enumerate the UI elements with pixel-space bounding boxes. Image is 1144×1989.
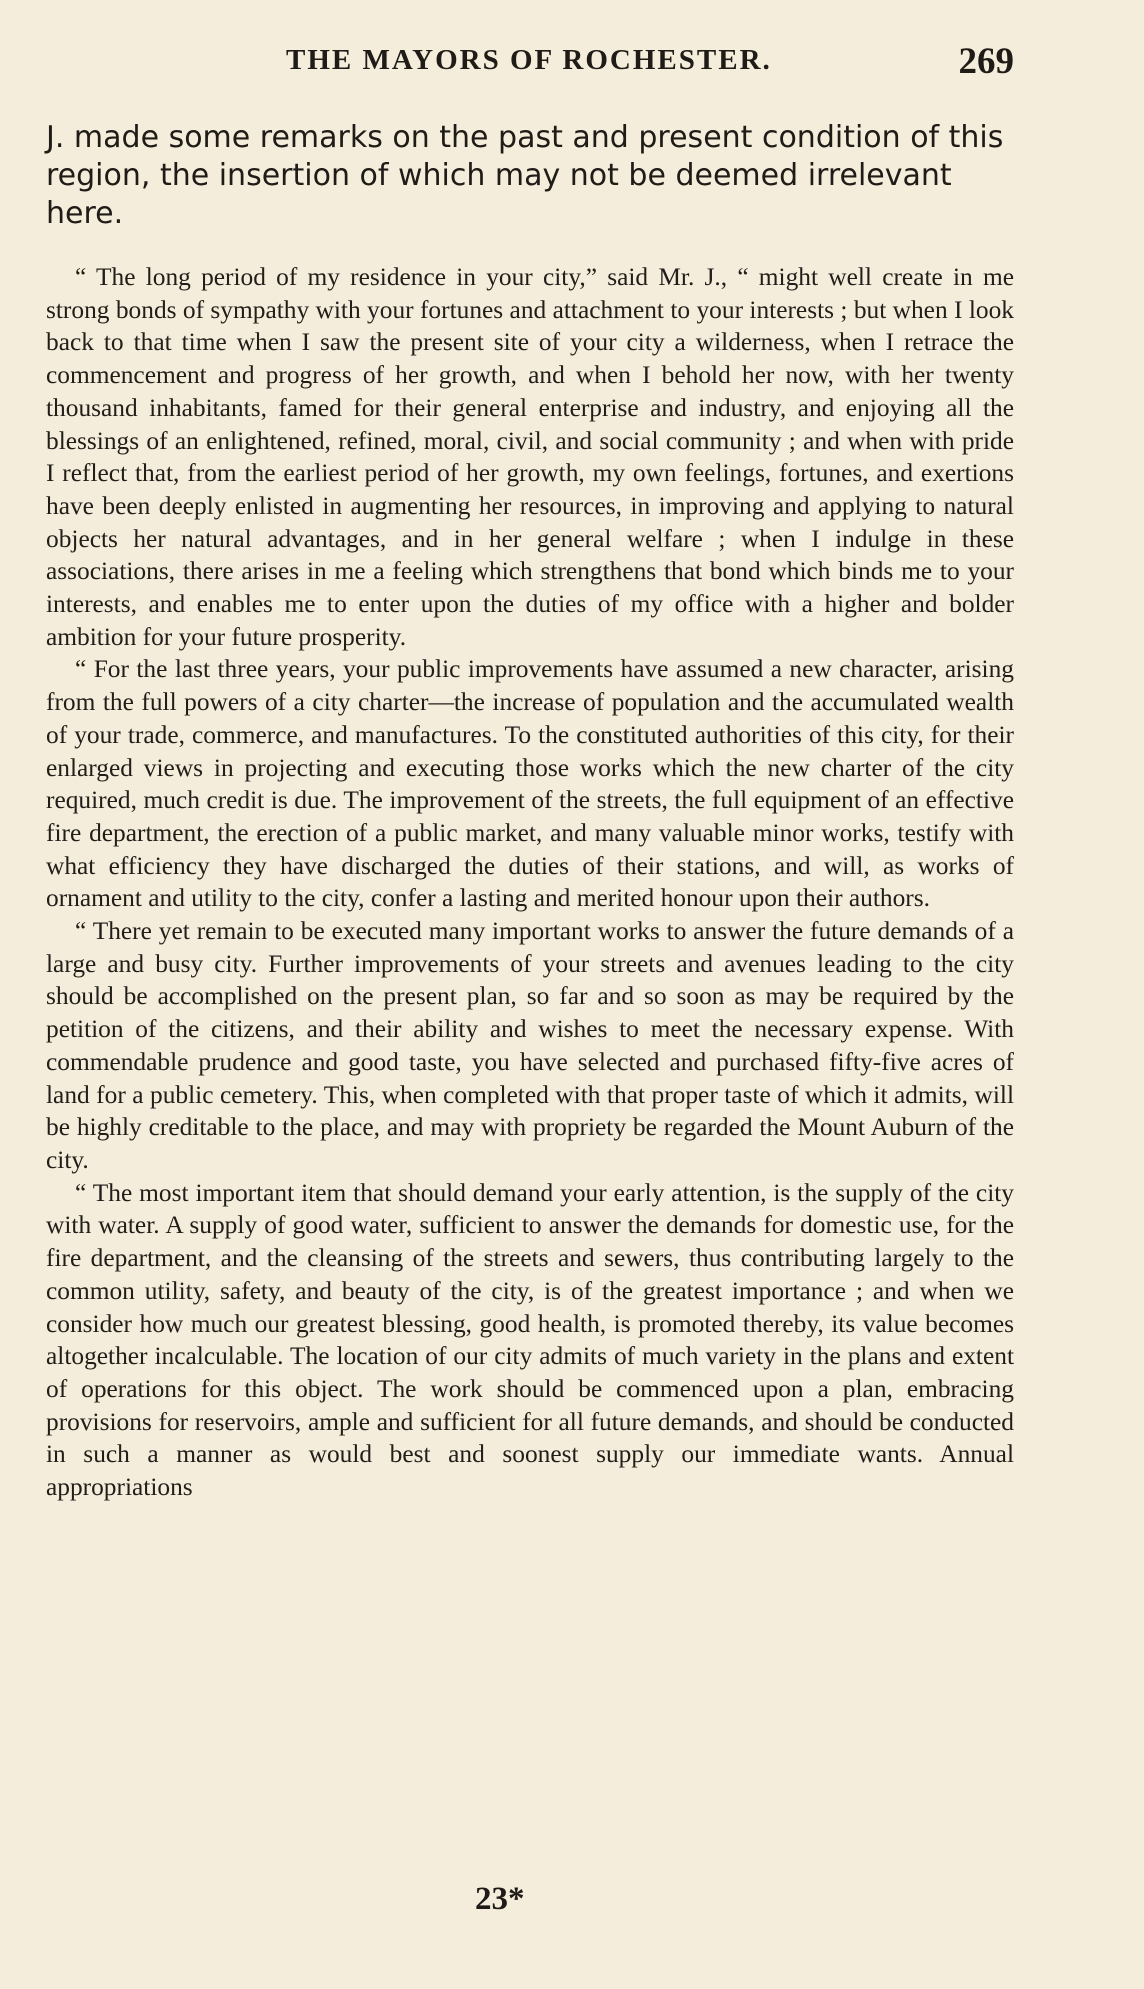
signature-mark: 23* — [475, 1881, 525, 1917]
paragraph-water-supply: “ The most important item that should demand your early attention, is the supply of the city with water. A supply of good water, sufficient to answer the demands for domestic use, for the fire department, and the cleansing of the streets and sewers, thus contributing largely to the common utility, safety, and beauty of the city, is of the greatest importance ; and when we consider how much our greatest blessing, good health, is promoted thereby, its value becomes altogether incalculable. The location of our city admits of much variety in the plans and extent of operations for this object. The work should be commenced upon a plan, embracing provisions for reservoirs, ample and sufficient for all future demands, and should be conducted in such a manner as would best and soonest supply our immediate wants. Annual appropriations — [46, 1178, 1014, 1502]
paragraph-future-works: “ There yet remain to be executed many important works to answer the future demands of a large and busy city. Further improvements of your streets and avenues leading to the city should be accomplished on the present plan, so far and so soon as may be required by the petition of the citizens, and their ability and wishes to meet the necessary expense. With commendable prudence and good taste, you have selected and purchased fifty-five acres of land for a public cemetery. This, when completed with that proper taste of which it admits, will be highly creditable to the place, and may with propriety be regarded the Mount Auburn of the city. — [46, 917, 1014, 1174]
running-header — [46, 41, 1014, 104]
paragraph-public-improvements: “ For the last three years, your public improvements have assumed a new character, arising from the full powers of a city charter—the increase of population and the accumulated wealth of your trade, commerce, and manufactures. To the constituted authorities of this city, for their enlarged views in projecting and executing those works which the new charter of the city required, much credit is due. The improvement of the streets, the full equipment of an effective fire department, the erection of a public market, and many valuable minor works, testify with what efficiency they have discharged the duties of their stations, and will, as works of ornament and utility to the city, confer a lasting and merited honour upon their authors. — [46, 655, 1014, 913]
page-number: 269 — [958, 41, 1014, 82]
intro-paragraph: J. made some remarks on the past and present condition of this region, the insertion of which may not be deemed irrelevant here. — [46, 120, 1004, 231]
paragraph-residence: “ The long period of my residence in your city,” said Mr. J., “ might well create in me strong bonds of sympathy with your fortunes and attachment to your interests ; but when I look back to that time when I saw the present site of your city a wilderness, when I retrace the commencement and progress of her growth, and when I behold her now, with her twenty thousand inhabitants, famed for their general enterprise and industry, and enjoying all the blessings of an enlightened, refined, moral, civil, and social community ; and when with pride I reflect that, from the earliest period of her growth, my own feelings, fortunes, and exertions have been deeply enlisted in augmenting her resources, in improving and applying to natural objects her natural advantages, and in her general welfare ; when I indulge in these associations, there arises in me a feeling which strengthens that bond which binds me to your interests, and enables me to enter upon the duties of my office with a higher and bolder ambition for your future prosperity. — [46, 263, 1014, 651]
running-head-title: THE MAYORS OF ROCHESTER. — [286, 44, 772, 76]
speech-text — [46, 261, 1014, 1504]
